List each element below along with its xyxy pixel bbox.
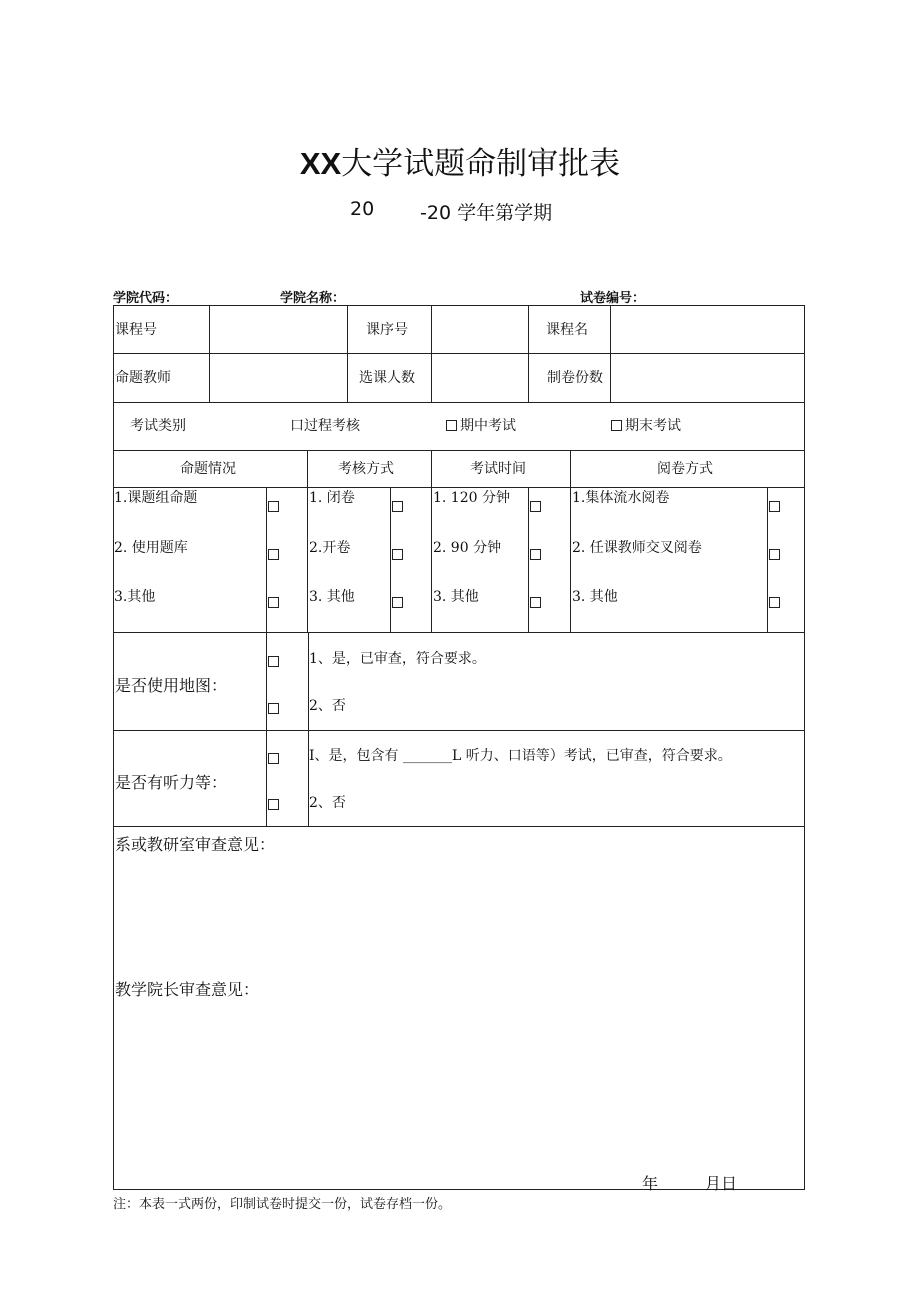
row-divider [114,487,804,488]
col-divider [431,450,432,632]
time-option: 1. 120 分钟 [433,490,510,506]
col-divider [266,632,267,826]
assess-option: 1. 闭卷 [309,490,355,506]
college-code-label: 学院代码： [113,291,179,306]
time-checkbox[interactable] [530,597,541,608]
map-yes-checkbox[interactable] [268,656,279,667]
compose-checkbox[interactable] [268,501,279,512]
col-header-compose: 命题情况 [180,461,236,477]
term-line: -20 学年第学期 [420,202,553,224]
col-divider [390,487,391,632]
col-divider [347,306,348,402]
time-option: 3. 其他 [433,589,479,605]
copies-label: 制卷份数 [547,370,603,386]
col-divider [528,306,529,402]
map-yes-option: 1、是，已审查，符合要求。 [309,651,486,667]
date-month-day: 月日 [705,1174,738,1193]
enroll-field[interactable] [432,355,526,399]
col-divider [570,450,571,632]
midterm-checkbox[interactable] [446,420,457,431]
dept-opinion-label: 系或教研室审查意见： [115,835,276,854]
assess-option: 2.开卷 [309,540,351,556]
listening-blank[interactable]: _______ [402,748,452,764]
grading-option: 2. 任课教师交叉阅卷 [572,540,702,556]
compose-option: 2. 使用题库 [114,540,188,556]
grading-checkbox[interactable] [769,501,780,512]
enroll-label: 选课人数 [359,370,415,386]
row-divider [114,730,804,731]
row-divider [114,353,804,354]
listening-yes-checkbox[interactable] [268,753,279,764]
listening-no-option: 2、否 [309,795,346,811]
exam-type-process-option[interactable]: 口过程考核 [290,418,360,434]
course-no-label: 课程号 [115,322,157,338]
map-no-option: 2、否 [309,698,346,714]
col-divider [767,487,768,632]
col-divider [266,487,267,632]
copies-field[interactable] [611,355,803,399]
map-no-checkbox[interactable] [268,703,279,714]
row-divider [114,450,804,451]
compose-option: 1.课题组命题 [114,490,198,506]
compose-checkbox[interactable] [268,549,279,560]
time-option: 2. 90 分钟 [433,540,502,556]
final-checkbox[interactable] [611,420,622,431]
dean-opinion-label: 教学院长审查意见： [115,980,260,999]
row-divider [114,632,804,633]
grading-option: 3. 其他 [572,589,618,605]
dept-opinion-area[interactable] [115,855,803,965]
exam-type-label: 考试类别 [130,418,186,434]
assess-option: 3. 其他 [309,589,355,605]
col-header-time: 考试时间 [470,461,526,477]
teacher-label: 命题教师 [115,370,171,386]
dean-opinion-area[interactable] [115,1000,803,1160]
col-header-grading: 阅卷方式 [657,461,713,477]
time-checkbox[interactable] [530,501,541,512]
compose-option: 3.其他 [114,589,156,605]
time-checkbox[interactable] [530,549,541,560]
teacher-field[interactable] [210,355,344,399]
exam-type-midterm-label: 期中考试 [460,418,516,434]
col-header-assess: 考核方式 [338,461,394,477]
year-start: 20 [350,198,375,220]
seq-no-label: 课序号 [366,322,408,338]
exam-type-final-label: 期末考试 [625,418,681,434]
map-question-label: 是否使用地图： [115,676,228,695]
college-name-label: 学院名称： [280,291,346,306]
listening-no-checkbox[interactable] [268,799,279,810]
listening-question-label: 是否有听力等： [115,773,228,792]
grading-checkbox[interactable] [769,549,780,560]
assess-checkbox[interactable] [392,501,403,512]
grading-checkbox[interactable] [769,597,780,608]
assess-checkbox[interactable] [392,549,403,560]
grading-option: 1.集体流水阅卷 [572,490,670,506]
compose-checkbox[interactable] [268,597,279,608]
row-divider [114,826,804,827]
row-divider [114,402,804,403]
seq-no-field[interactable] [432,307,526,351]
footnote: 注：本表一式两份，印制试卷时提交一份，试卷存档一份。 [113,1197,452,1212]
date-year: 年 [642,1174,659,1193]
col-divider [307,450,308,632]
listening-yes-option: I、是，包含有 _______L 听力、口语等）考试，已审查，符合要求。 [309,748,732,764]
assess-checkbox[interactable] [392,597,403,608]
paper-number-label: 试卷编号： [580,291,646,306]
course-name-field[interactable] [611,307,803,351]
course-no-field[interactable] [210,307,344,351]
col-divider [528,487,529,632]
course-name-label: 课程名 [546,322,588,338]
page-title: XX大学试题命制审批表 [299,146,621,182]
